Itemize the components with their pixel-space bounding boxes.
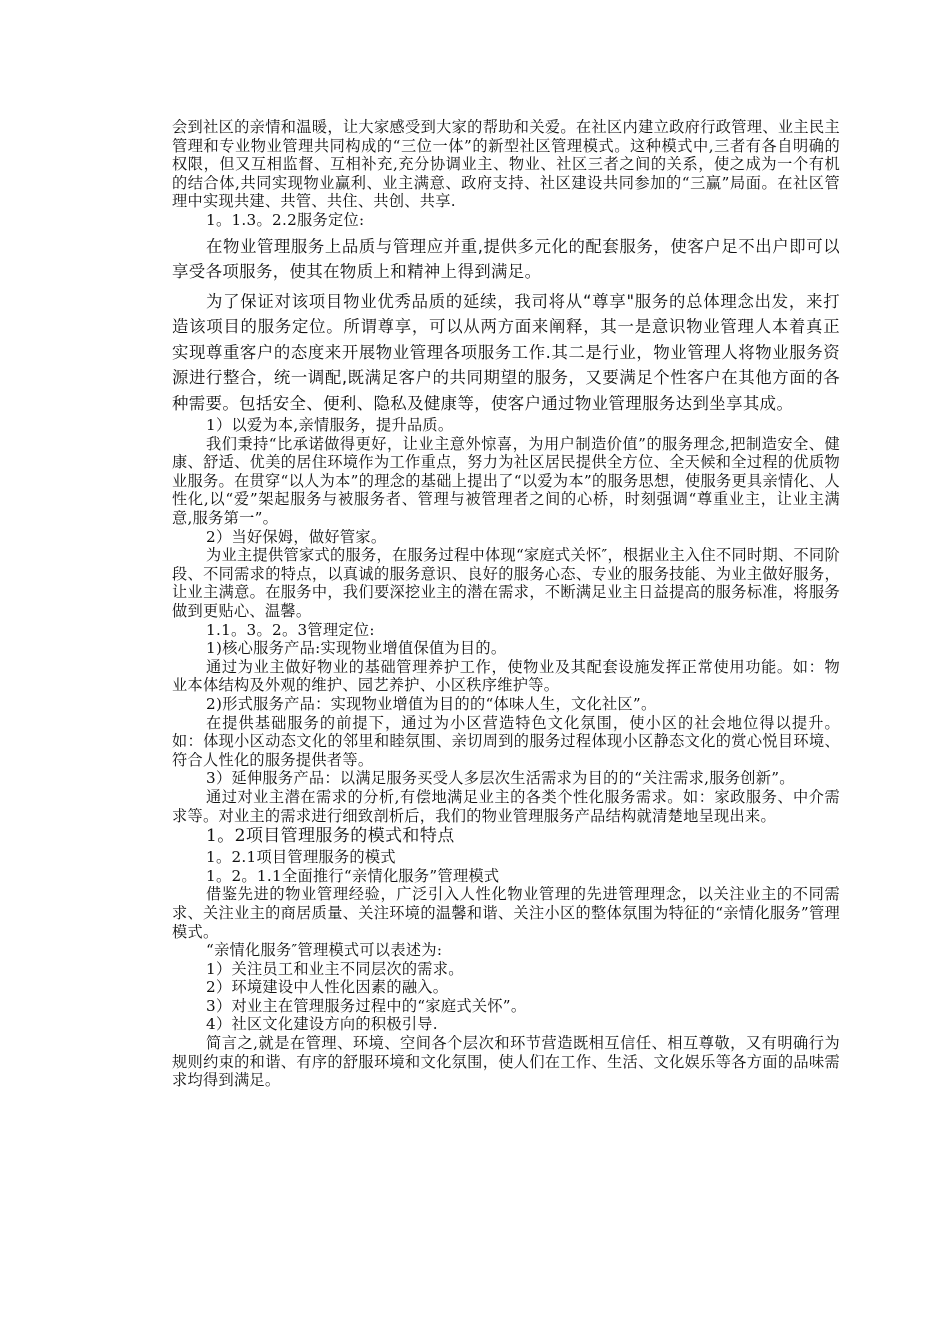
section-heading: 1.1。3。2。3管理定位: bbox=[206, 620, 375, 639]
paragraph: 借鉴先进的物业管理经验，广泛引入人性化物业管理的先进管理理念，以关注业主的不同需求、关注业主的商居质量、关注环境的温馨和谐、关注小区的整体氛围为特征的“亲情化服务”管理模式。 bbox=[172, 885, 840, 941]
list-item-heading: 1）以爱为本,亲情服务，提升品质。 bbox=[206, 416, 454, 435]
list-item: 3）对业主在管理服务过程中的“家庭式关怀”。 bbox=[206, 996, 527, 1015]
paragraph: 会到社区的亲情和温暖，让大家感受到大家的帮助和关爱。在社区内建立政府行政管理、业主民主管理和专业物业管理共同构成的“三位一体”的新型社区管理模式。这种模式中,三者有各自明确的权限，但又互相监督、互相补充,充分协调业主、物业、社区三者之间的关系，使之成为一个有机的结合体,共同实现物业赢利、业主满意、政府支持、社区建设共同参加的“三赢”局面。在社区管理中实现共建、共管、共住、共创、共享. bbox=[172, 118, 840, 211]
document-page bbox=[172, 118, 840, 1090]
list-item: 4）社区文化建设方向的积极引导. bbox=[206, 1015, 438, 1034]
list-item-heading: 3）延伸服务产品：以满足服务买受人多层次生活需求为目的的“关注需求,服务创新”。 bbox=[206, 769, 795, 788]
list-item: 1）关注员工和业主不同层次的需求。 bbox=[206, 959, 464, 978]
paragraph: 通过对业主潜在需求的分析,有偿地满足业主的各类个性化服务需求。如：家政服务、中介需求等。对业主的需求进行细致剖析后，我们的物业管理服务产品结构就清楚地呈现出来。 bbox=[172, 787, 840, 825]
paragraph: 通过为业主做好物业的基础管理养护工作，使物业及其配套设施发挥正常使用功能。如：物业本体结构及外观的维护、园艺养护、小区秩序维护等。 bbox=[172, 657, 840, 695]
paragraph: 为业主提供管家式的服务，在服务过程中体现“家庭式关怀″，根据业主入住不同时期、不同阶段、不同需求的特点，以真诚的服务意识、良好的服务心态、专业的服务技能、为业主做好服务，让业主满意。在服务中，我们要深挖业主的潜在需求，不断满足业主日益提高的服务标准，将服务做到更贴心、温馨。 bbox=[172, 546, 840, 620]
paragraph: 为了保证对该项目物业优秀品质的延续，我司将从“尊享"服务的总体理念出发，来打造该项目的服务定位。所谓尊享，可以从两方面来阐释，其一是意识物业管理人本着真正实现尊重客户的态度来开展物业管理各项服务工作.其二是行业，物业管理人将物业服务资源进行整合，统一调配,既满足客户的共同期望的服务，又要满足个性客户在其他方面的各种需要。包括安全、便利、隐私及健康等，使客户通过物业管理服务达到坐享其成。 bbox=[172, 291, 840, 413]
paragraph: 在物业管理服务上品质与管理应并重,提供多元化的配套服务，使客户足不出户即可以享受各项服务，使其在物质上和精神上得到满足。 bbox=[172, 236, 840, 282]
section-heading: 1。2.1项目管理服务的模式 bbox=[206, 848, 396, 867]
list-item-heading: 1)核心服务产品:实现物业增值保值为目的。 bbox=[206, 639, 507, 658]
paragraph: 在提供基础服务的前提下，通过为小区营造特色文化氛围，使小区的社会地位得以提升。如：体现小区动态文化的邻里和睦氛围、亲切周到的服务过程体现小区静态文化的赏心悦目环境、符合人性化的服务提供者等。 bbox=[172, 713, 840, 769]
section-heading: 1。1.3。2.2服务定位: bbox=[206, 210, 365, 229]
paragraph: “亲情化服务″管理模式可以表述为: bbox=[206, 941, 443, 960]
paragraph: 简言之,就是在管理、环境、空间各个层次和环节营造既相互信任、相互尊敬，又有明确行为规则约束的和谐、有序的舒服环境和文化氛围，使人们在工作、生活、文化娱乐等各方面的品味需求均得到满足。 bbox=[172, 1034, 840, 1090]
list-item-heading: 2）当好保姆，做好管家。 bbox=[206, 527, 387, 546]
section-heading: 1。2。1.1全面推行“亲情化服务”管理模式 bbox=[206, 866, 500, 885]
list-item: 2）环境建设中人性化因素的融入。 bbox=[206, 978, 449, 997]
list-item-heading: 2)形式服务产品：实现物业增值为目的的“体味人生，文化社区”。 bbox=[206, 694, 657, 713]
paragraph: 我们秉持“比承诺做得更好，让业主意外惊喜，为用户制造价值”的服务理念,把制造安全、健康、舒适、优美的居住环境作为工作重点，努力为社区居民提供全方位、全天候和全过程的优质物业服务。在贯穿“以人为本”的理念的基础上提出了“以爱为本”的服务思想，使服务更具亲情化、人性化,以“爱”架起服务与被服务者、管理与被管理者之间的心桥，时刻强调“尊重业主，让业主满意,服务第一”。 bbox=[172, 434, 840, 528]
chapter-heading: 1。2项目管理服务的模式和特点 bbox=[206, 826, 455, 847]
